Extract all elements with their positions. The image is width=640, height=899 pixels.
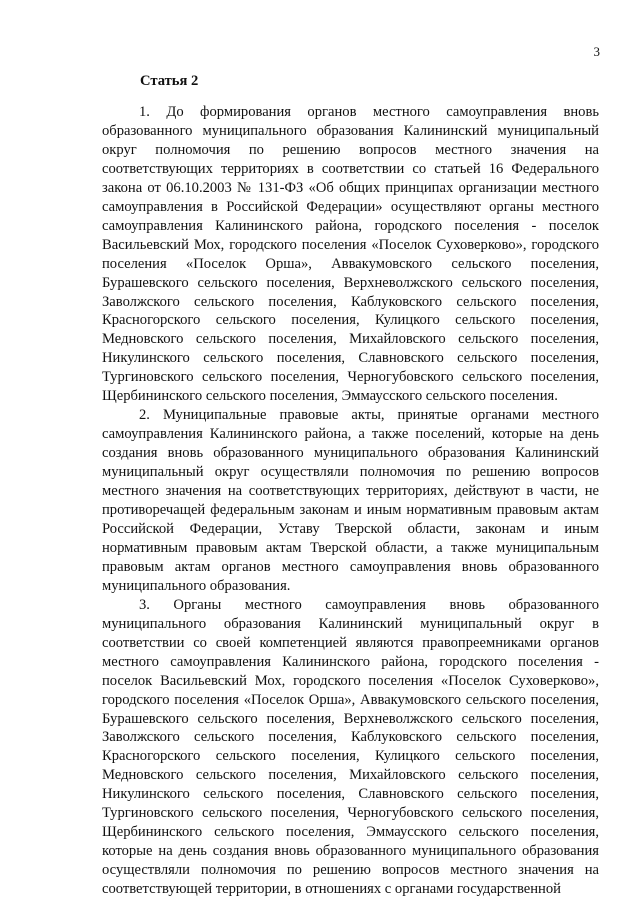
page-number: 3: [593, 44, 600, 59]
article-heading: Статья 2: [140, 73, 199, 89]
paragraph-2: 2. Муниципальные правовые акты, принятые органами местного самоуправления Калининского района, а также поселений, которые на день создания вновь образованного муниципального образования Калининский муниципальный округ осуществляли полномочия по решению вопросов местного значения на соответствующих территориях, действуют в части, не противоречащей федеральным законам и иным нормативным правовым актам Российской Федерации, Уставу Тверской области, законам и иным нормативным правовым актам Тверской области, а также муниципальным правовым актам органов местного самоуправления вновь образованного муниципального образования.: [102, 407, 599, 594]
paragraph-3: 3. Органы местного самоуправления вновь образованного муниципального образования Калининский муниципальный округ в соответствии со своей компетенцией являются правопреемниками органов местного самоуправления Калининского района, городского поселения - поселок Васильевский Мох, городского поселения «Поселок Суховерково», городского поселения «Поселок Орша», Аввакумовского сельского поселения, Бурашевского сельского поселения, Верхневолжского сельского поселения, Заволжского сельского поселения, Каблуковского сельского поселения, Красногорского сельского поселения, Кулицкого сельского поселения, Медновского сельского поселения, Михайловского сельского поселения, Никулинского сельского поселения, Славновского сельского поселения, Тургиновского сельского поселения, Черногубовского сельского поселения, Щербининского сельского поселения, Эммаусского сельского поселения, которые на день создания вновь образованного муниципального образования осуществляли полномочия по решению вопросов местного значения на соответствующей территории, в отношениях с органами государственной: [102, 596, 599, 898]
paragraph-1: 1. До формирования органов местного самоуправления вновь образованного муниципального образования Калининский муниципальный округ полномочия по решению вопросов местного значения на соответствующих территориях в соответствии со статьей 16 Федерального закона от 06.10.2003 № 131-ФЗ «Об общих принципах организации местного самоуправления в Российской Федерации» осуществляют органы местного самоуправления Калининского района, городского поселения - поселок Васильевский Мох, городского поселения «Поселок Суховерково», городского поселения «Поселок Орша», Аввакумовского сельского поселения, Бурашевского сельского поселения, Верхневолжского сельского поселения, Заволжского сельского поселения, Каблуковского сельского поселения, Красногорского сельского поселения, Кулицкого сельского поселения, Медновского сельского поселения, Михайловского сельского поселения, Никулинского сельского поселения, Славновского сельского поселения, Тургиновского сельского поселения, Черногубовского сельского поселения, Щербининского сельского поселения, Эммаусского сельского поселения.: [102, 104, 599, 405]
document-body: [102, 103, 599, 899]
